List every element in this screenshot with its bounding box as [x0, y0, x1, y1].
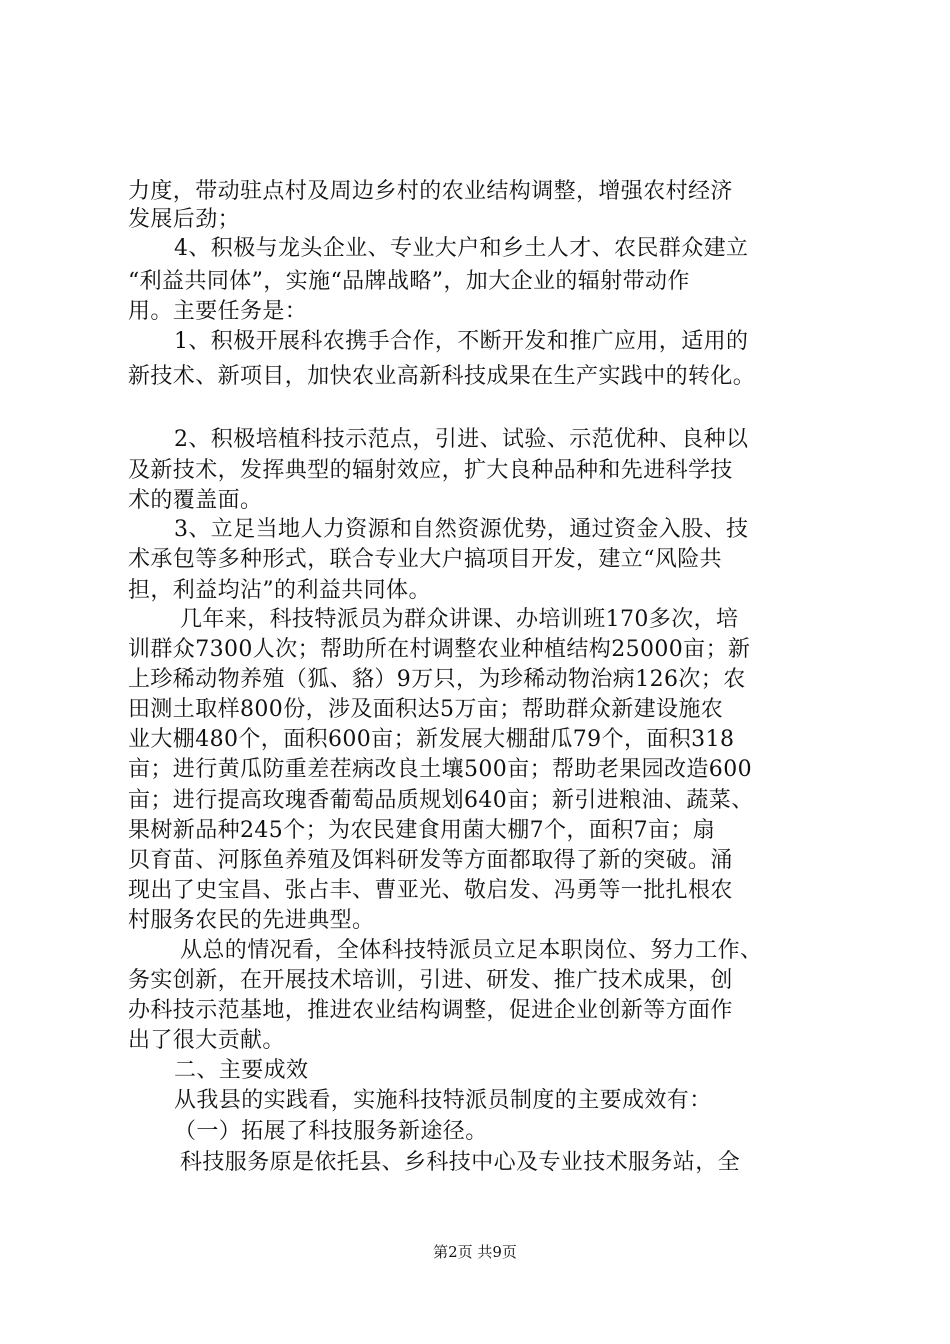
text-line: 几年来，科技特派员为群众讲课、办培训班170多次，培 — [180, 607, 739, 632]
section-heading: 二、主要成效 — [174, 1058, 309, 1083]
text-line: 用。主要任务是： — [128, 299, 308, 324]
text-line: 担，利益均沾”的利益共同体。 — [128, 578, 431, 603]
text-line: 力度，带动驻点村及周边乡村的农业结构调整，增强农村经济 — [128, 179, 733, 204]
text-line: 术的覆盖面。 — [128, 488, 263, 513]
text-line: 训群众7300人次；帮助所在村调整农业种植结构25000亩；新 — [128, 637, 751, 662]
text-line: 业大棚480个，面积600亩；新发展大棚甜瓜79个，面积318 — [128, 727, 735, 752]
text-line: 4、积极与龙头企业、专业大户和乡土人才、农民群众建立 — [174, 236, 749, 261]
text-line: 出了很大贡献。 — [128, 1028, 285, 1053]
text-line: 上珍稀动物养殖（狐、貉）9万只，为珍稀动物治病126次；农 — [128, 667, 746, 692]
text-line: 2、积极培植科技示范点，引进、试验、示范优种、良种以 — [174, 427, 749, 452]
text-line: “利益共同体”，实施“品牌战略”，加大企业的辐射带动作 — [128, 269, 690, 294]
text-line: 科技服务原是依托县、乡科技中心及专业技术服务站，全 — [180, 1150, 741, 1175]
text-line: 亩；进行提高玫瑰香葡萄品质规划640亩；新引进粮油、蔬菜、 — [128, 788, 754, 813]
text-line: 发展后劲； — [128, 207, 241, 232]
text-line: 田测土取样800份，涉及面积达5万亩；帮助群众新建设施农 — [128, 697, 724, 722]
subsection-heading: （一）拓展了科技服务新途径。 — [174, 1119, 488, 1144]
text-line: 术承包等多种形式，联合专业大户搞项目开发，建立“风险共 — [128, 547, 723, 572]
text-line: 及新技术，发挥典型的辐射效应，扩大良种品种和先进科学技 — [128, 458, 733, 483]
text-line: 贝育苗、河豚鱼养殖及饵料研发等方面都取得了新的突破。涌 — [128, 848, 733, 873]
text-line: 现出了史宝昌、张占丰、曹亚光、敬启发、冯勇等一批扎根农 — [128, 878, 733, 903]
text-line: 亩；进行黄瓜防重差茬病改良土壤500亩；帮助老果园改造600 — [128, 757, 752, 782]
text-line: 村服务农民的先进典型。 — [128, 908, 375, 933]
text-line: 果树新品种245个；为农民建食用菌大棚7个，面积7亩；扇 — [128, 818, 716, 843]
text-line: 1、积极开展科农携手合作，不断开发和推广应用，适用的 — [174, 329, 749, 354]
text-line: 新技术、新项目，加快农业高新科技成果在生产实践中的转化。 — [128, 364, 756, 389]
text-line: 3、立足当地人力资源和自然资源优势，通过资金入股、技 — [174, 517, 749, 542]
text-line: 从总的情况看，全体科技特派员立足本职岗位、努力工作、 — [180, 938, 763, 963]
text-line: 务实创新，在开展技术培训，引进、研发、推广技术成果，创 — [128, 968, 733, 993]
page-number-footer: 第2页 共9页 — [433, 1243, 517, 1261]
text-line: 办科技示范基地，推进农业结构调整，促进企业创新等方面作 — [128, 998, 733, 1023]
text-line: 从我县的实践看，实施科技特派员制度的主要成效有： — [174, 1088, 712, 1113]
